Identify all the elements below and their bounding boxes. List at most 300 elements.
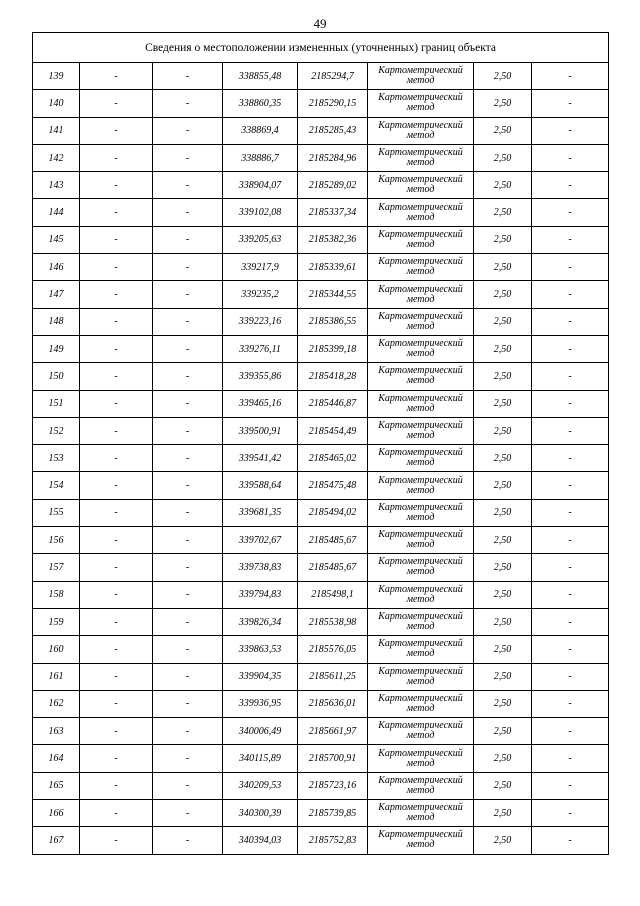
dash-cell: - — [80, 827, 153, 854]
method-cell — [368, 254, 474, 281]
method-cell — [368, 445, 474, 472]
method-line-1: Картометрический — [378, 474, 463, 486]
table-row — [33, 172, 609, 199]
y-coordinate-cell: 2185485,67 — [298, 554, 368, 581]
accuracy-cell: 2,50 — [474, 417, 532, 444]
y-coordinate-cell: 2185485,67 — [298, 527, 368, 554]
y-coordinate-cell: 2185446,87 — [298, 390, 368, 417]
dash-cell: - — [80, 363, 153, 390]
table-row — [33, 254, 609, 281]
dash-cell: - — [153, 226, 223, 253]
method-line-1: Картометрический — [378, 365, 463, 377]
dash-cell: - — [532, 281, 609, 308]
x-coordinate-cell: 339102,08 — [223, 199, 298, 226]
accuracy-cell: 2,50 — [474, 772, 532, 799]
y-coordinate-cell: 2185498,1 — [298, 581, 368, 608]
dash-cell: - — [153, 90, 223, 117]
method-line-1: Картометрический — [378, 338, 463, 350]
dash-cell: - — [80, 636, 153, 663]
method-line-1: Картометрический — [378, 420, 463, 431]
method-line-1: Картометрический — [378, 774, 463, 786]
method-line-1: Картометрический — [378, 720, 463, 732]
method-line-2: метод — [406, 211, 435, 223]
x-coordinate-cell: 339588,64 — [223, 472, 298, 499]
dash-cell: - — [153, 172, 223, 199]
method-cell — [368, 527, 474, 554]
dash-cell: - — [80, 117, 153, 144]
method-cell — [368, 363, 474, 390]
dash-cell: - — [532, 90, 609, 117]
y-coordinate-cell: 2185285,43 — [298, 117, 368, 144]
table-row — [33, 417, 609, 444]
y-coordinate-cell: 2185752,83 — [298, 827, 368, 854]
method-line-1: Картометрический — [378, 692, 463, 704]
table-row — [33, 718, 609, 745]
method-line-1: Картометрический — [378, 392, 463, 404]
method-line-2: метод — [406, 757, 435, 769]
accuracy-cell: 2,50 — [474, 663, 532, 690]
method-line-1: Картометрический — [378, 310, 463, 322]
table-row — [33, 581, 609, 608]
method-cell — [368, 636, 474, 663]
x-coordinate-cell: 340300,39 — [223, 800, 298, 827]
accuracy-cell: 2,50 — [474, 745, 532, 772]
x-coordinate-cell: 340006,49 — [223, 718, 298, 745]
dash-cell: - — [532, 800, 609, 827]
method-line-2: метод — [406, 430, 435, 441]
point-number-cell: 167 — [33, 827, 80, 854]
dash-cell: - — [532, 254, 609, 281]
table-row — [33, 663, 609, 690]
point-number-cell: 165 — [33, 772, 80, 799]
dash-cell: - — [80, 718, 153, 745]
method-cell — [368, 690, 474, 717]
dash-cell: - — [153, 390, 223, 417]
method-line-1: Картометрический — [378, 201, 463, 213]
method-line-2: метод — [406, 593, 435, 605]
dash-cell: - — [80, 308, 153, 335]
method-line-1: Картометрический — [378, 556, 463, 568]
table-row — [33, 308, 609, 335]
y-coordinate-cell: 2185284,96 — [298, 144, 368, 171]
x-coordinate-cell: 339826,34 — [223, 608, 298, 635]
method-cell — [368, 172, 474, 199]
method-cell — [368, 499, 474, 526]
dash-cell: - — [532, 308, 609, 335]
accuracy-cell: 2,50 — [474, 281, 532, 308]
x-coordinate-cell: 338855,48 — [223, 63, 298, 90]
dash-cell: - — [80, 772, 153, 799]
method-line-1: Картометрический — [378, 228, 463, 240]
point-number-cell: 139 — [33, 63, 80, 90]
x-coordinate-cell: 340394,03 — [223, 827, 298, 854]
method-line-2: метод — [406, 621, 435, 633]
point-number-cell: 166 — [33, 800, 80, 827]
table-row — [33, 690, 609, 717]
x-coordinate-cell: 339276,11 — [223, 335, 298, 362]
method-line-1: Картометрический — [378, 256, 463, 268]
dash-cell: - — [80, 144, 153, 171]
table-row — [33, 554, 609, 581]
table-row — [33, 335, 609, 362]
dash-cell: - — [153, 117, 223, 144]
dash-cell: - — [532, 363, 609, 390]
method-line-2: метод — [406, 157, 435, 169]
y-coordinate-cell: 2185739,85 — [298, 800, 368, 827]
method-line-2: метод — [406, 539, 435, 551]
table-row — [33, 390, 609, 417]
point-number-cell: 158 — [33, 581, 80, 608]
method-line-1: Картометрический — [378, 583, 463, 595]
method-line-2: метод — [406, 675, 435, 687]
dash-cell: - — [80, 281, 153, 308]
dash-cell: - — [532, 335, 609, 362]
method-line-2: метод — [406, 348, 435, 360]
method-cell — [368, 144, 474, 171]
y-coordinate-cell: 2185290,15 — [298, 90, 368, 117]
method-line-1: Картометрический — [378, 92, 463, 104]
dash-cell: - — [80, 199, 153, 226]
table-body — [33, 33, 609, 855]
y-coordinate-cell: 2185723,16 — [298, 772, 368, 799]
accuracy-cell: 2,50 — [474, 226, 532, 253]
table-row — [33, 117, 609, 144]
x-coordinate-cell: 339217,9 — [223, 254, 298, 281]
point-number-cell: 152 — [33, 417, 80, 444]
dash-cell: - — [532, 772, 609, 799]
y-coordinate-cell: 2185454,49 — [298, 417, 368, 444]
dash-cell: - — [153, 527, 223, 554]
dash-cell: - — [532, 608, 609, 635]
table-row — [33, 199, 609, 226]
y-coordinate-cell: 2185475,48 — [298, 472, 368, 499]
x-coordinate-cell: 340115,89 — [223, 745, 298, 772]
method-line-1: Картометрический — [378, 611, 463, 623]
dash-cell: - — [532, 581, 609, 608]
dash-cell: - — [153, 718, 223, 745]
method-line-1: Картометрический — [378, 501, 463, 513]
method-line-2: метод — [406, 784, 435, 796]
dash-cell: - — [80, 417, 153, 444]
table-row — [33, 527, 609, 554]
dash-cell: - — [153, 445, 223, 472]
y-coordinate-cell: 2185382,36 — [298, 226, 368, 253]
table-row — [33, 608, 609, 635]
method-line-2: метод — [406, 129, 435, 141]
method-line-1: Картометрический — [378, 174, 463, 186]
dash-cell: - — [80, 445, 153, 472]
table-row — [33, 363, 609, 390]
accuracy-cell: 2,50 — [474, 144, 532, 171]
method-line-1: Картометрический — [378, 447, 463, 459]
method-line-2: метод — [406, 375, 435, 387]
point-number-cell: 155 — [33, 499, 80, 526]
accuracy-cell: 2,50 — [474, 581, 532, 608]
dash-cell: - — [80, 254, 153, 281]
method-line-2: метод — [406, 238, 435, 250]
accuracy-cell: 2,50 — [474, 499, 532, 526]
dash-cell: - — [532, 554, 609, 581]
dash-cell: - — [532, 199, 609, 226]
method-line-1: Картометрический — [378, 747, 463, 759]
method-line-1: Картометрический — [378, 147, 463, 159]
accuracy-cell: 2,50 — [474, 63, 532, 90]
dash-cell: - — [153, 800, 223, 827]
x-coordinate-cell: 339794,83 — [223, 581, 298, 608]
x-coordinate-cell: 338860,35 — [223, 90, 298, 117]
point-number-cell: 156 — [33, 527, 80, 554]
method-cell — [368, 63, 474, 90]
dash-cell: - — [153, 144, 223, 171]
point-number-cell: 149 — [33, 335, 80, 362]
dash-cell: - — [532, 117, 609, 144]
dash-cell: - — [153, 772, 223, 799]
accuracy-cell: 2,50 — [474, 554, 532, 581]
point-number-cell: 154 — [33, 472, 80, 499]
point-number-cell: 150 — [33, 363, 80, 390]
x-coordinate-cell: 339863,53 — [223, 636, 298, 663]
method-cell — [368, 117, 474, 144]
accuracy-cell: 2,50 — [474, 390, 532, 417]
dash-cell: - — [80, 335, 153, 362]
y-coordinate-cell: 2185700,91 — [298, 745, 368, 772]
method-cell — [368, 800, 474, 827]
dash-cell: - — [153, 581, 223, 608]
dash-cell: - — [532, 690, 609, 717]
method-line-2: метод — [406, 511, 435, 523]
y-coordinate-cell: 2185636,01 — [298, 690, 368, 717]
method-line-2: метод — [406, 457, 435, 469]
method-line-2: метод — [406, 730, 435, 742]
accuracy-cell: 2,50 — [474, 527, 532, 554]
dash-cell: - — [153, 690, 223, 717]
accuracy-cell: 2,50 — [474, 445, 532, 472]
y-coordinate-cell: 2185399,18 — [298, 335, 368, 362]
method-line-1: Картометрический — [378, 65, 463, 77]
dash-cell: - — [80, 390, 153, 417]
point-number-cell: 162 — [33, 690, 80, 717]
dash-cell: - — [153, 827, 223, 854]
method-cell — [368, 581, 474, 608]
accuracy-cell: 2,50 — [474, 308, 532, 335]
point-number-cell: 159 — [33, 608, 80, 635]
method-line-1: Картометрический — [378, 529, 463, 541]
method-cell — [368, 335, 474, 362]
dash-cell: - — [80, 527, 153, 554]
method-cell — [368, 663, 474, 690]
method-cell — [368, 226, 474, 253]
dash-cell: - — [153, 608, 223, 635]
y-coordinate-cell: 2185661,97 — [298, 718, 368, 745]
accuracy-cell: 2,50 — [474, 363, 532, 390]
dash-cell: - — [532, 390, 609, 417]
accuracy-cell: 2,50 — [474, 254, 532, 281]
dash-cell: - — [153, 663, 223, 690]
point-number-cell: 161 — [33, 663, 80, 690]
accuracy-cell: 2,50 — [474, 800, 532, 827]
table-row — [33, 144, 609, 171]
method-line-2: метод — [406, 102, 435, 114]
dash-cell: - — [80, 172, 153, 199]
method-cell — [368, 772, 474, 799]
dash-cell: - — [532, 472, 609, 499]
dash-cell: - — [532, 144, 609, 171]
method-line-2: метод — [406, 566, 435, 578]
x-coordinate-cell: 339904,35 — [223, 663, 298, 690]
table-row — [33, 772, 609, 799]
dash-cell: - — [532, 636, 609, 663]
table-row — [33, 800, 609, 827]
point-number-cell: 147 — [33, 281, 80, 308]
dash-cell: - — [532, 663, 609, 690]
method-line-2: метод — [406, 293, 435, 305]
accuracy-cell: 2,50 — [474, 335, 532, 362]
dash-cell: - — [532, 499, 609, 526]
dash-cell: - — [153, 363, 223, 390]
point-number-cell: 153 — [33, 445, 80, 472]
x-coordinate-cell: 339702,67 — [223, 527, 298, 554]
accuracy-cell: 2,50 — [474, 827, 532, 854]
dash-cell: - — [532, 827, 609, 854]
dash-cell: - — [153, 554, 223, 581]
method-line-1: Картометрический — [378, 119, 463, 131]
y-coordinate-cell: 2185494,02 — [298, 499, 368, 526]
table-row — [33, 827, 609, 854]
x-coordinate-cell: 338904,07 — [223, 172, 298, 199]
method-line-2: метод — [406, 266, 435, 278]
y-coordinate-cell: 2185386,55 — [298, 308, 368, 335]
point-number-cell: 157 — [33, 554, 80, 581]
table-title-row — [33, 33, 609, 63]
point-number-cell: 160 — [33, 636, 80, 663]
method-cell — [368, 308, 474, 335]
dash-cell: - — [532, 172, 609, 199]
accuracy-cell: 2,50 — [474, 172, 532, 199]
table-row — [33, 745, 609, 772]
dash-cell: - — [153, 63, 223, 90]
dash-cell: - — [80, 800, 153, 827]
method-line-1: Картометрический — [378, 638, 463, 650]
method-cell — [368, 417, 474, 444]
dash-cell: - — [80, 663, 153, 690]
dash-cell: - — [532, 718, 609, 745]
table-row — [33, 281, 609, 308]
dash-cell: - — [80, 581, 153, 608]
dash-cell: - — [153, 199, 223, 226]
x-coordinate-cell: 339465,16 — [223, 390, 298, 417]
dash-cell: - — [153, 335, 223, 362]
dash-cell: - — [153, 308, 223, 335]
table-row — [33, 445, 609, 472]
method-cell — [368, 827, 474, 854]
method-line-1: Картометрический — [378, 802, 463, 814]
accuracy-cell: 2,50 — [474, 117, 532, 144]
dash-cell: - — [80, 472, 153, 499]
x-coordinate-cell: 339235,2 — [223, 281, 298, 308]
x-coordinate-cell: 339355,86 — [223, 363, 298, 390]
table-row — [33, 472, 609, 499]
y-coordinate-cell: 2185465,02 — [298, 445, 368, 472]
dash-cell: - — [153, 281, 223, 308]
accuracy-cell: 2,50 — [474, 199, 532, 226]
method-cell — [368, 90, 474, 117]
accuracy-cell: 2,50 — [474, 636, 532, 663]
y-coordinate-cell: 2185294,7 — [298, 63, 368, 90]
method-cell — [368, 554, 474, 581]
x-coordinate-cell: 339223,16 — [223, 308, 298, 335]
page-number: 49 — [313, 16, 327, 31]
y-coordinate-cell: 2185418,28 — [298, 363, 368, 390]
method-line-2: метод — [406, 75, 435, 87]
dash-cell: - — [153, 636, 223, 663]
accuracy-cell: 2,50 — [474, 608, 532, 635]
dash-cell: - — [80, 226, 153, 253]
dash-cell: - — [532, 527, 609, 554]
method-line-2: метод — [406, 702, 435, 714]
method-cell — [368, 199, 474, 226]
point-number-cell: 164 — [33, 745, 80, 772]
table-row — [33, 226, 609, 253]
y-coordinate-cell: 2185289,02 — [298, 172, 368, 199]
x-coordinate-cell: 340209,53 — [223, 772, 298, 799]
y-coordinate-cell: 2185344,55 — [298, 281, 368, 308]
method-cell — [368, 390, 474, 417]
dash-cell: - — [532, 226, 609, 253]
boundary-table — [32, 32, 609, 855]
table-row — [33, 636, 609, 663]
accuracy-cell: 2,50 — [474, 690, 532, 717]
dash-cell: - — [532, 417, 609, 444]
method-cell — [368, 745, 474, 772]
point-number-cell: 163 — [33, 718, 80, 745]
method-line-2: метод — [406, 320, 435, 332]
point-number-cell: 141 — [33, 117, 80, 144]
method-line-2: метод — [406, 484, 435, 496]
dash-cell: - — [153, 417, 223, 444]
dash-cell: - — [532, 63, 609, 90]
accuracy-cell: 2,50 — [474, 718, 532, 745]
point-number-cell: 143 — [33, 172, 80, 199]
x-coordinate-cell: 338886,7 — [223, 144, 298, 171]
x-coordinate-cell: 339681,35 — [223, 499, 298, 526]
point-number-cell: 140 — [33, 90, 80, 117]
method-cell — [368, 608, 474, 635]
method-line-2: метод — [406, 648, 435, 660]
dash-cell: - — [80, 499, 153, 526]
point-number-cell: 151 — [33, 390, 80, 417]
x-coordinate-cell: 339541,42 — [223, 445, 298, 472]
y-coordinate-cell: 2185337,34 — [298, 199, 368, 226]
table-row — [33, 499, 609, 526]
dash-cell: - — [532, 445, 609, 472]
method-cell — [368, 281, 474, 308]
point-number-cell: 142 — [33, 144, 80, 171]
dash-cell: - — [80, 554, 153, 581]
method-cell — [368, 472, 474, 499]
x-coordinate-cell: 339205,63 — [223, 226, 298, 253]
x-coordinate-cell: 339936,95 — [223, 690, 298, 717]
accuracy-cell: 2,50 — [474, 90, 532, 117]
dash-cell: - — [153, 499, 223, 526]
point-number-cell: 146 — [33, 254, 80, 281]
method-cell — [368, 718, 474, 745]
accuracy-cell: 2,50 — [474, 472, 532, 499]
dash-cell: - — [80, 63, 153, 90]
dash-cell: - — [153, 254, 223, 281]
table-title: Сведения о местоположении измененных (уточненных) границ объекта — [33, 33, 609, 63]
table-row — [33, 63, 609, 90]
dash-cell: - — [80, 745, 153, 772]
